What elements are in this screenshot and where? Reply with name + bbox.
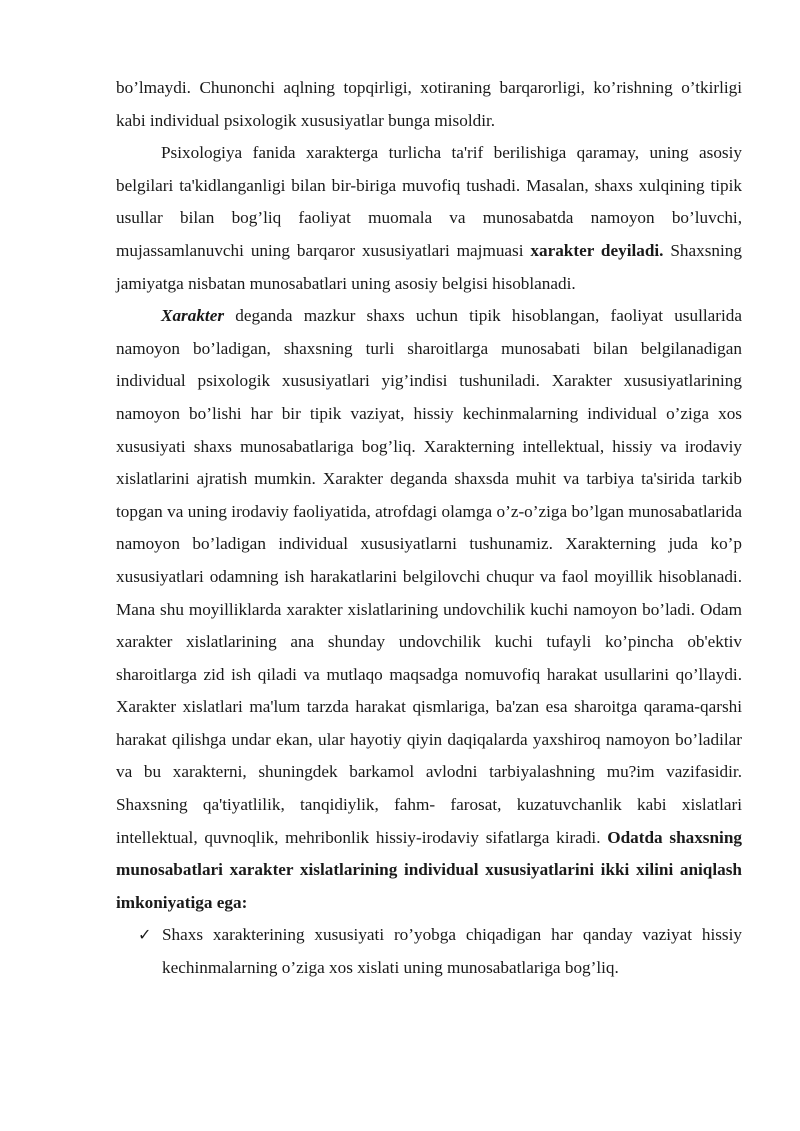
paragraph-2 <box>116 137 742 300</box>
list-item <box>138 919 742 984</box>
document-body <box>116 72 742 985</box>
paragraph-2-end: Shaxsning jamiyatga nisbatan munosabatlari uning asosiy belgisi hisoblanadi. <box>116 240 742 293</box>
list-item-text: Shaxs xarakterining xususiyati ro’yobga chiqadigan har qanday vaziyat hissiy kechinmalarning o’ziga xos xislati uning munosabatlariga bog’liq. <box>162 925 742 978</box>
checkmark-icon: ✓ <box>138 925 152 945</box>
paragraph-1-text: bo’lmaydi. Chunonchi aqlning topqirligi, xotiraning barqarorligi, ko’rishning o’tkirligi kabi individual psixologik xususiyatlar bunga misoldir. <box>116 78 742 130</box>
paragraph-1 <box>116 72 742 137</box>
paragraph-3-bold: Odatda shaxsning munosabatlari xarakter xislatlarining individual xususiyatlarini ikki xilini aniqlash imkoniyatiga ega: <box>116 827 742 912</box>
xarakter-term: Xarakter <box>161 306 225 326</box>
definition-term: xarakter deyiladi. <box>530 240 664 260</box>
paragraph-3 <box>116 300 742 919</box>
paragraph-2-text: Psixologiya fanida xarakterga turlicha ta'rif berilishiga qaramay, uning asosiy belgilari ta'kidlanganligi bilan bir-biriga muvofiq tushadi. Masalan, shaxs xulqining tipik usullar bilan bog’liq faoliyat muomala va munosabatda namoyon bo’luvchi, mujassamlanuvchi uning barqaror xususiyatlari majmuasi <box>116 143 742 260</box>
paragraph-3-text: deganda mazkur shaxs uchun tipik hisoblangan, faoliyat usullarida namoyon bo’ladigan, shaxsning turli sharoitlarga munosabati bilan belgilanadigan individual psixologik xususiyatlari yig’indisi tushuniladi. Xarakter xususiyatlarining namoyon bo’lishi har bir tipik vaziyat, hissiy kechinmalarning individual o’ziga xos xususiyati shaxs munosabatlariga bog’liq. Xarakterning intellektual, hissiy va irodaviy xislatlarini ajratish mumkin. Xarakter deganda shaxsda muhit va tarbiya ta'sirida tarkib topgan va uning irodaviy faoliyatida, atrofdagi olamga o’z-o’ziga bo’lgan munosabatlarida namoyon bo’ladigan individual xususiyatlarni tushunamiz. Xarakterning juda ko’p xususiyatlari odamning ish harakatlarini belgilovchi chuqur va faol moyillik hisoblanadi. Mana shu moyilliklarda xarakter xislatlarining undovchilik kuchi namoyon bo’ladi. Odam xarakter xislatlarining ana shunday undovchilik kuchi tufayli ko’pincha ob'ektiv sharoitlarga zid ish qiladi va mutlaqo maqsadga nomuvofiq harakat usullarini qo’llaydi. Xarakter xislatlari ma'lum tarzda harakat qismlariga, ba'zan esa sharoitga qarama-qarshi harakat qilishga undar ekan, ular hayotiy qiyin daqiqalarda yaxshiroq namoyon bo’ladilar va bu xarakterni, shuningdek barkamol avlodni tarbiyalashning mu?im vazifasidir. Shaxsning qa'tiyatlilik, tanqidiylik, fahm- farosat, kuzatuvchanlik kabi xislatlari intellektual, quvnoqlik, mehribonlik hissiy-irodaviy sifatlarga kiradi. <box>116 306 742 847</box>
